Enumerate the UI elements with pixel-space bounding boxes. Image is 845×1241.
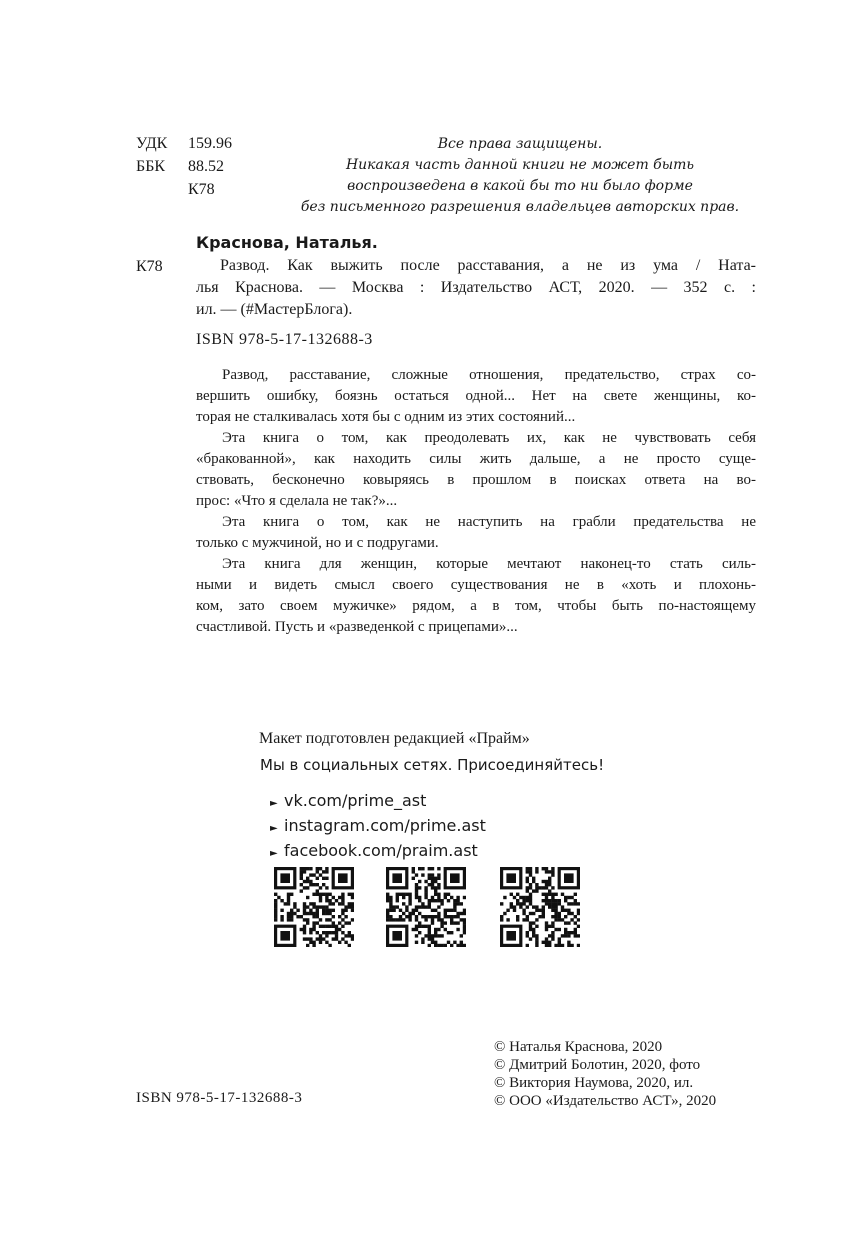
facebook-link[interactable]: facebook.com/praim.ast <box>284 841 478 860</box>
annotation-line: ствовать, бесконечно ковыряясь в прошлом в поисках ответа на во- <box>196 472 756 488</box>
bibliographic-description <box>196 255 756 321</box>
triangle-bullet-icon: ► <box>270 798 278 809</box>
triangle-bullet-icon: ► <box>270 848 278 859</box>
annotation-line: Эта книга о том, как не наступить на грабли предательства не <box>222 514 756 530</box>
prepared-by: Макет подготовлен редакцией «Прайм» <box>259 730 530 747</box>
udk-label: УДК <box>136 135 168 152</box>
annotation-line: вершить ошибку, боязнь остаться одной... Нет на свете женщины, ко- <box>196 388 756 404</box>
triangle-bullet-icon: ► <box>270 823 278 834</box>
vk-qr-code <box>274 867 354 947</box>
annotation-line: Развод, расставание, сложные отношения, предательство, страх со- <box>222 367 756 383</box>
copyright-line: © Наталья Краснова, 2020 <box>494 1039 663 1055</box>
rights-line: без письменного разрешения владельцев авторских прав. <box>300 199 740 215</box>
bbk-value: 88.52 <box>188 158 224 175</box>
social-links <box>270 790 486 865</box>
vk-link[interactable]: vk.com/prime_ast <box>284 791 427 810</box>
annotation-line: ком, зато своем мужичке» рядом, а в том, чтобы быть по-настоящему <box>196 598 756 614</box>
annotation-line: прос: «Что я сделала не так?»... <box>196 493 398 509</box>
annotation-line: Эта книга о том, как преодолевать их, как не чувствовать себя <box>222 430 756 446</box>
annotation-line: только с мужчиной, но и с подругами. <box>196 535 439 551</box>
isbn-record: ISBN 978-5-17-132688-3 <box>196 331 373 348</box>
udk-value: 159.96 <box>188 135 232 152</box>
author-heading: Краснова, Наталья. <box>196 233 378 252</box>
annotation-line: счастливой. Пусть и «разведенкой с прицепами»... <box>196 619 518 635</box>
copyright-line: © Дмитрий Болотин, 2020, фото <box>494 1057 701 1073</box>
title-line: Развод. Как выжить после расставания, а не из ума / Ната- <box>220 257 756 274</box>
copyright-block <box>494 1038 716 1110</box>
title-line: ил. — (#МастерБлога). <box>196 301 353 318</box>
rights-line: воспроизведена в какой бы то ни было форме <box>347 178 693 194</box>
footer-isbn: ISBN 978-5-17-132688-3 <box>136 1090 303 1106</box>
rights-line: Никакая часть данной книги не может быть <box>345 157 695 173</box>
instagram-qr-code <box>386 867 466 947</box>
annotation-line: Эта книга для женщин, которые мечтают наконец-то стать силь- <box>222 556 756 572</box>
rights-line: Все права защищены. <box>437 136 603 152</box>
annotation <box>196 365 756 638</box>
author-mark-top: К78 <box>188 181 215 198</box>
annotation-line: ными и видеть смысл своего существования не в «хоть и плохонь- <box>196 577 756 593</box>
vk-link-item[interactable] <box>270 790 486 815</box>
author-mark: К78 <box>136 258 163 275</box>
instagram-link-item[interactable] <box>270 815 486 840</box>
instagram-link[interactable]: instagram.com/prime.ast <box>284 816 486 835</box>
title-line: лья Краснова. — Москва : Издательство АСТ, 2020. — 352 с. : <box>196 279 756 296</box>
social-call: Мы в социальных сетях. Присоединяйтесь! <box>260 756 605 774</box>
facebook-qr-code <box>500 867 580 947</box>
annotation-line: «бракованной», как находить силы жить дальше, а не просто суще- <box>196 451 756 467</box>
bbk-label: ББК <box>136 158 166 175</box>
copyright-line: © ООО «Издательство АСТ», 2020 <box>494 1093 717 1109</box>
facebook-link-item[interactable] <box>270 840 486 865</box>
copyright-line: © Виктория Наумова, 2020, ил. <box>494 1075 694 1091</box>
annotation-line: торая не сталкивалась хотя бы с одним из этих состояний... <box>196 409 576 425</box>
rights-notice <box>300 134 740 218</box>
